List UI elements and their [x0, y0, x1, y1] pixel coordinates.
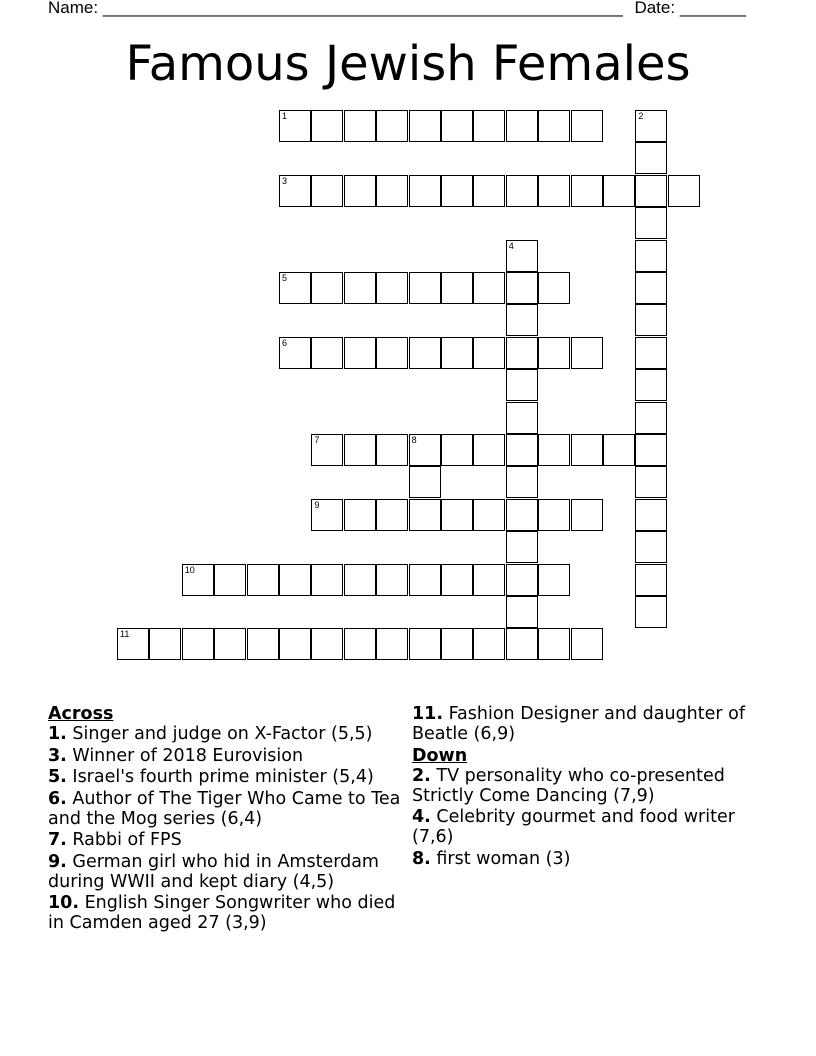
grid-cell[interactable]	[409, 272, 441, 304]
grid-cell[interactable]	[279, 564, 311, 596]
grid-cell[interactable]	[473, 337, 505, 369]
clue-down-8: 8. first woman (3)	[412, 848, 571, 869]
grid-cell[interactable]	[311, 434, 343, 466]
grid-cell[interactable]	[635, 434, 667, 466]
grid-cell[interactable]	[571, 337, 603, 369]
clue-down-4: 4. Celebrity gourmet and food writer (7,6)	[412, 807, 735, 847]
grid-cell[interactable]	[506, 369, 538, 401]
grid-cell[interactable]	[506, 110, 538, 142]
grid-cell[interactable]	[214, 564, 246, 596]
grid-cell[interactable]	[473, 564, 505, 596]
grid-cell[interactable]	[506, 499, 538, 531]
clue-down-2: 2. TV personality who co-presented Strictly Come Dancing (7,9)	[412, 765, 725, 806]
grid-cell[interactable]	[311, 175, 343, 207]
grid-cell[interactable]	[182, 628, 214, 660]
down-heading: Down	[412, 745, 468, 766]
grid-cell[interactable]	[635, 110, 667, 142]
grid-cell[interactable]	[506, 240, 538, 272]
grid-cell[interactable]	[311, 564, 343, 596]
across-clues	[48, 704, 408, 935]
grid-cell[interactable]	[344, 499, 376, 531]
clue-number: 3	[282, 175, 288, 186]
clue-number: 11	[120, 629, 130, 640]
grid-cell[interactable]	[311, 337, 343, 369]
grid-cell[interactable]	[441, 110, 473, 142]
grid-cell[interactable]	[149, 628, 181, 660]
grid-cell[interactable]	[409, 175, 441, 207]
grid-cell[interactable]	[473, 272, 505, 304]
grid-cell[interactable]	[311, 628, 343, 660]
grid-cell[interactable]	[344, 564, 376, 596]
grid-cell[interactable]	[409, 434, 441, 466]
grid-cell[interactable]	[473, 175, 505, 207]
grid-cell[interactable]	[538, 272, 570, 304]
clue-number: 4	[508, 240, 514, 251]
grid-cell[interactable]	[409, 466, 441, 498]
grid-cell[interactable]	[376, 337, 408, 369]
grid-cell[interactable]	[635, 207, 667, 239]
clue-number: 7	[314, 435, 320, 445]
grid-cell[interactable]	[441, 175, 473, 207]
grid-cell[interactable]	[376, 628, 408, 660]
grid-cell[interactable]	[506, 564, 538, 596]
grid-cell[interactable]	[311, 499, 343, 531]
grid-cell[interactable]	[441, 628, 473, 660]
grid-cell[interactable]	[635, 531, 667, 563]
grid-cell[interactable]	[441, 337, 473, 369]
grid-cell[interactable]	[538, 175, 570, 207]
grid-cell[interactable]	[506, 596, 538, 628]
right-clue-column	[412, 704, 762, 870]
grid-cell[interactable]	[506, 272, 538, 304]
grid-cell[interactable]	[635, 304, 667, 336]
grid-cell[interactable]	[247, 628, 279, 660]
grid-cell[interactable]	[571, 499, 603, 531]
grid-cell[interactable]	[473, 110, 505, 142]
grid-cell[interactable]	[279, 628, 311, 660]
grid-cell[interactable]	[571, 434, 603, 466]
grid-cell[interactable]	[538, 499, 570, 531]
grid-cell[interactable]	[473, 434, 505, 466]
grid-cell[interactable]	[668, 175, 700, 207]
grid-cell[interactable]	[506, 628, 538, 660]
grid-cell[interactable]	[409, 628, 441, 660]
grid-cell[interactable]	[376, 272, 408, 304]
grid-cell[interactable]	[344, 175, 376, 207]
grid-cell[interactable]	[635, 564, 667, 596]
grid-cell[interactable]	[635, 369, 667, 401]
grid-cell[interactable]	[635, 402, 667, 434]
clue-across-3: 3. Winner of 2018 Eurovision	[48, 745, 304, 766]
grid-cell[interactable]	[571, 175, 603, 207]
grid-cell[interactable]	[441, 499, 473, 531]
grid-cell[interactable]	[538, 564, 570, 596]
grid-cell[interactable]	[635, 272, 667, 304]
grid-cell[interactable]	[538, 434, 570, 466]
grid-cell[interactable]	[473, 499, 505, 531]
grid-cell[interactable]	[409, 337, 441, 369]
grid-cell[interactable]	[344, 628, 376, 660]
grid-cell[interactable]	[247, 564, 279, 596]
across-heading: Across	[48, 704, 114, 724]
grid-cell[interactable]	[506, 175, 538, 207]
grid-cell[interactable]	[344, 110, 376, 142]
grid-cell[interactable]	[603, 175, 635, 207]
grid-cell[interactable]	[182, 564, 214, 596]
clue-across-1: 1. Singer and judge on X-Factor (5,5)	[48, 724, 373, 744]
grid-cell[interactable]	[635, 499, 667, 531]
clue-number: 10	[184, 564, 195, 575]
grid-cell[interactable]	[603, 434, 635, 466]
clue-number: 1	[282, 111, 288, 121]
name-field[interactable]: Name: _______________________________________________________	[48, 0, 623, 17]
grid-cell[interactable]	[441, 272, 473, 304]
grid-cell[interactable]	[376, 499, 408, 531]
grid-cell[interactable]	[279, 337, 311, 369]
clue-across-6: 6. Author of The Tiger Who Came to Tea and the Mog series (6,4)	[48, 788, 401, 829]
clue-across-10: 10. English Singer Songwriter who died in Camden aged 27 (3,9)	[48, 893, 396, 933]
grid-cell[interactable]	[376, 564, 408, 596]
clue-across-7: 7. Rabbi of FPS	[48, 830, 182, 850]
grid-cell[interactable]	[214, 628, 246, 660]
clue-number: 5	[282, 273, 288, 283]
clue-number: 6	[282, 337, 288, 348]
grid-cell[interactable]	[279, 175, 311, 207]
grid-cell[interactable]	[409, 564, 441, 596]
grid-cell[interactable]	[409, 110, 441, 142]
clue-number: 9	[314, 499, 320, 510]
grid-cell[interactable]	[279, 272, 311, 304]
grid-cell[interactable]	[635, 240, 667, 272]
grid-cell[interactable]	[635, 466, 667, 498]
grid-cell[interactable]	[279, 110, 311, 142]
clue-number: 8	[411, 435, 417, 445]
clue-across-5: 5. Israel's fourth prime minister (5,4)	[48, 767, 374, 787]
grid-cell[interactable]	[538, 337, 570, 369]
grid-cell[interactable]	[311, 272, 343, 304]
grid-cell[interactable]	[117, 628, 149, 660]
grid-cell[interactable]	[441, 434, 473, 466]
grid-cell[interactable]	[441, 564, 473, 596]
clue-across-11: 11. Fashion Designer and daughter of Beatle (6,9)	[412, 704, 746, 744]
grid-cell[interactable]	[571, 628, 603, 660]
grid-cell[interactable]	[506, 434, 538, 466]
grid-cell[interactable]	[571, 110, 603, 142]
grid-cell[interactable]	[506, 337, 538, 369]
grid-cell[interactable]	[311, 110, 343, 142]
grid-cell[interactable]	[635, 337, 667, 369]
grid-cell[interactable]	[376, 434, 408, 466]
grid-cell[interactable]	[635, 175, 667, 207]
clue-number: 2	[638, 111, 644, 121]
grid-cell[interactable]	[344, 434, 376, 466]
grid-cell[interactable]	[635, 596, 667, 628]
puzzle-title: Famous Jewish Females	[125, 36, 691, 92]
grid-cell[interactable]	[635, 142, 667, 174]
clue-across-9: 9. German girl who hid in Amsterdam during WWII and kept diary (4,5)	[48, 851, 379, 892]
grid-cell[interactable]	[344, 337, 376, 369]
grid-cell[interactable]	[538, 628, 570, 660]
grid-cell[interactable]	[409, 499, 441, 531]
grid-cell[interactable]	[506, 402, 538, 434]
grid-cell[interactable]	[344, 272, 376, 304]
grid-cell[interactable]	[506, 304, 538, 336]
grid-cell[interactable]	[506, 466, 538, 498]
date-field[interactable]: Date: _______	[634, 0, 746, 17]
grid-cell[interactable]	[506, 531, 538, 563]
grid-cell[interactable]	[376, 110, 408, 142]
grid-cell[interactable]	[473, 628, 505, 660]
grid-cell[interactable]	[538, 110, 570, 142]
grid-cell[interactable]	[376, 175, 408, 207]
